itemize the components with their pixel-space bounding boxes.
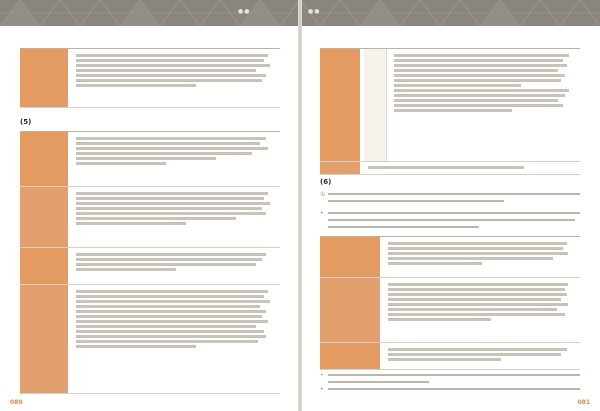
table-row — [20, 49, 280, 108]
row-label — [320, 49, 360, 161]
row-label — [320, 237, 380, 277]
page-gutter — [298, 0, 302, 411]
table-row — [320, 343, 580, 370]
paragraph-number: ① — [320, 191, 326, 198]
row-label — [320, 343, 380, 369]
row-content — [384, 278, 580, 342]
table-row — [320, 278, 580, 343]
row-content — [72, 187, 280, 247]
row-label — [320, 162, 360, 174]
detail-table — [20, 131, 280, 394]
bullet-paragraph — [320, 210, 580, 232]
row-content — [364, 162, 580, 174]
bullet-paragraph — [320, 386, 580, 398]
table-row — [20, 285, 280, 394]
header-geometric-pattern — [0, 0, 300, 26]
row-content — [390, 49, 580, 161]
section-heading — [320, 178, 333, 187]
left-header-band — [0, 0, 300, 26]
section-marker: (5) — [20, 118, 32, 126]
header-dots: ●● — [238, 8, 251, 15]
bullet-icon: • — [320, 372, 324, 379]
left-footer — [0, 398, 300, 408]
page-number: 080 — [10, 399, 23, 406]
right-footer — [300, 398, 600, 408]
bullet-icon: • — [320, 386, 324, 393]
section-heading — [20, 118, 33, 127]
row-label — [20, 285, 68, 393]
summary-table — [20, 48, 280, 108]
detail-table — [320, 236, 580, 370]
header-dots: ●● — [308, 8, 321, 15]
row-content — [384, 343, 580, 369]
bullet-paragraph — [320, 372, 580, 384]
row-content — [72, 285, 280, 393]
row-label — [20, 248, 68, 284]
row-label — [20, 187, 68, 247]
row-label — [320, 278, 380, 342]
table-row — [320, 49, 580, 162]
section-marker: (6) — [320, 178, 332, 186]
right-page — [300, 0, 600, 411]
table-row — [20, 187, 280, 248]
bullet-icon: • — [320, 210, 324, 217]
row-content — [72, 49, 280, 107]
numbered-paragraph — [320, 191, 580, 207]
header-geometric-pattern — [300, 0, 600, 26]
row-label — [20, 132, 68, 186]
table-row — [20, 132, 280, 187]
row-label — [20, 49, 68, 107]
right-header-band — [300, 0, 600, 26]
table-row — [320, 162, 580, 175]
detail-table — [320, 48, 580, 175]
row-content — [72, 132, 280, 186]
table-row — [20, 248, 280, 285]
sub-label — [364, 105, 387, 161]
page-number: 081 — [577, 399, 590, 406]
table-row — [320, 237, 580, 278]
sub-label — [364, 49, 387, 105]
row-content — [72, 248, 280, 284]
row-content — [384, 237, 580, 277]
